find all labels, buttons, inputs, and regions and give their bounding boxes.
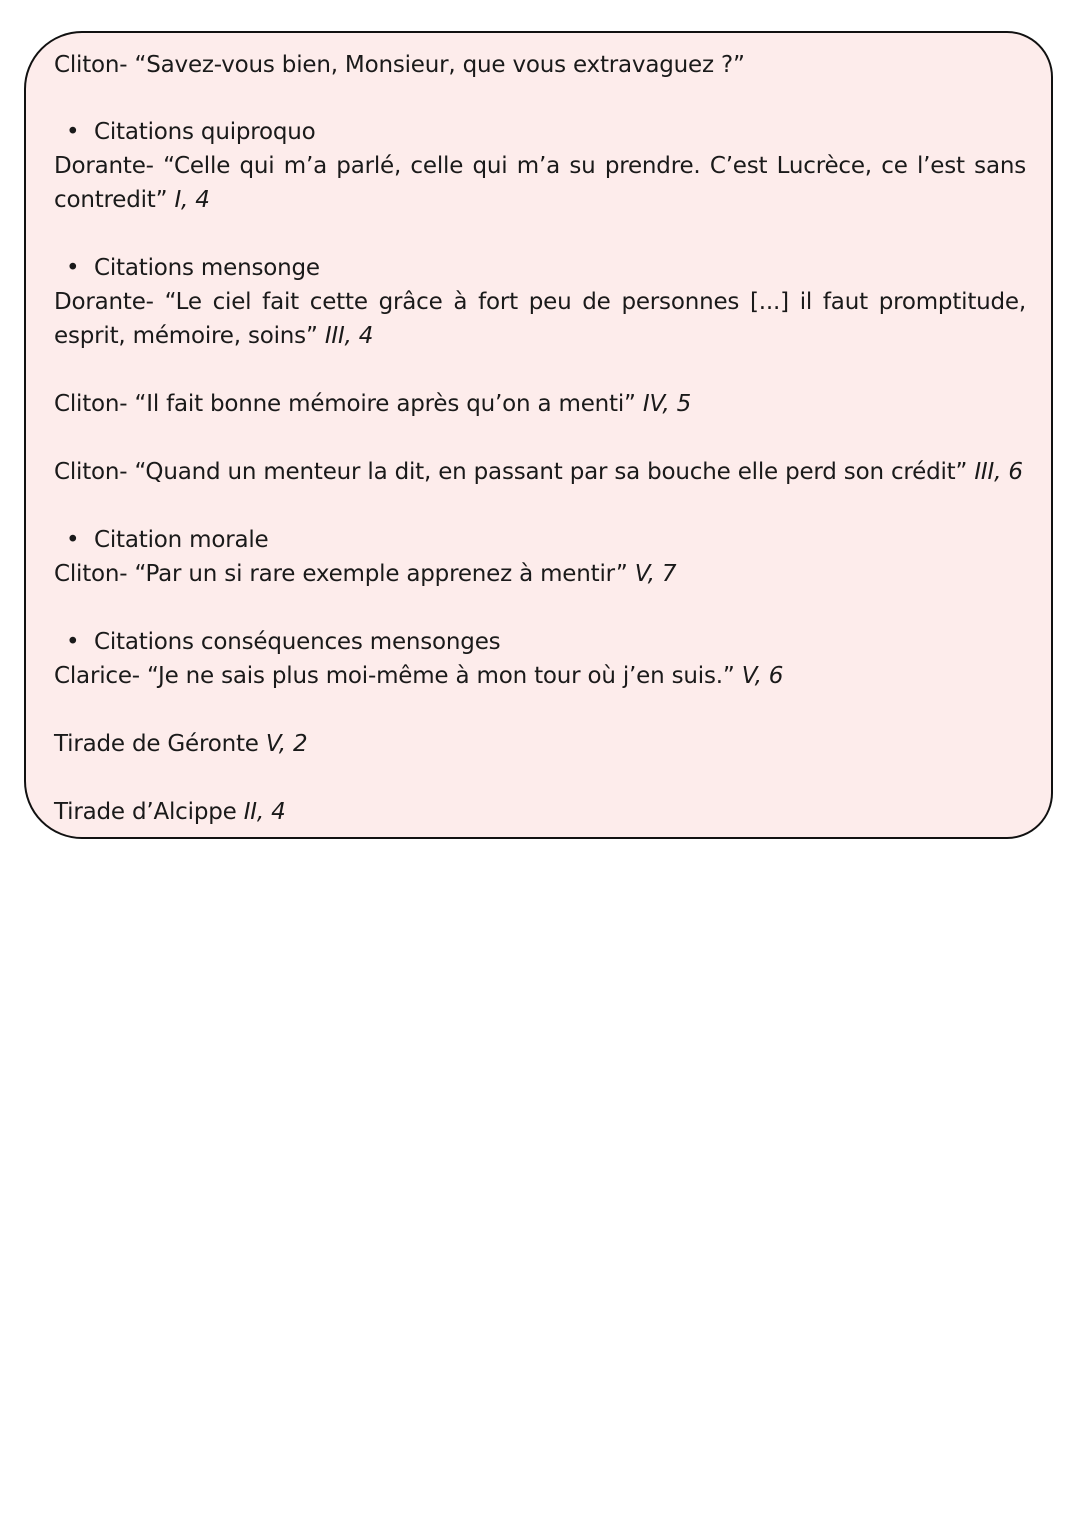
section-title: Citations mensonge	[94, 255, 320, 281]
quote-text: Dorante- “Celle qui m’a parlé, celle qui m’a su prendre. C’est Lucrèce, ce l’est sans	[54, 153, 1026, 179]
bullet-icon: •	[66, 255, 80, 281]
quote-dorante-ciel-line2	[54, 319, 373, 353]
act-scene-ref: V, 2	[265, 731, 308, 757]
section-heading-mensonge	[66, 251, 320, 285]
act-scene-ref: V, 7	[634, 561, 677, 587]
act-scene-ref: III, 6	[974, 459, 1023, 485]
act-scene-ref: IV, 5	[642, 391, 692, 417]
section-title: Citations conséquences mensonges	[94, 629, 501, 655]
quote-text: Tirade de Géronte	[54, 731, 259, 757]
act-scene-ref: I, 4	[174, 187, 210, 213]
act-scene-ref: V, 6	[741, 663, 784, 689]
quote-dorante-lucrece-line2	[54, 183, 210, 217]
quote-text: Clarice- “Je ne sais plus moi-même à mon tour où j’en suis.”	[54, 663, 735, 689]
quote-text: Dorante- “Le ciel fait cette grâce à fort peu de personnes [...] il faut promptitude,	[54, 289, 1026, 315]
quote-cliton-exemple	[54, 557, 676, 591]
section-heading-morale	[66, 523, 269, 557]
quote-text: Cliton- “Savez-vous bien, Monsieur, que vous extravaguez ?”	[54, 52, 745, 78]
quote-text: Cliton- “Il fait bonne mémoire après qu’on a menti”	[54, 391, 636, 417]
act-scene-ref: III, 4	[324, 323, 374, 349]
section-title: Citation morale	[94, 527, 269, 553]
bullet-icon: •	[66, 119, 80, 145]
quote-text: esprit, mémoire, soins”	[54, 323, 318, 349]
quote-dorante-ciel-line1	[54, 285, 1026, 319]
quote-cliton-extravaguez	[54, 48, 745, 82]
section-title: Citations quiproquo	[94, 119, 316, 145]
quote-text: Tirade d’Alcippe	[54, 799, 237, 825]
quote-cliton-memoire	[54, 387, 691, 421]
quote-dorante-lucrece-line1	[54, 149, 1026, 183]
section-heading-consequences	[66, 625, 500, 659]
quote-text: Cliton- “Par un si rare exemple apprenez à mentir”	[54, 561, 628, 587]
section-heading-quiproquo	[66, 115, 316, 149]
act-scene-ref: II, 4	[243, 799, 286, 825]
quote-cliton-credit	[54, 455, 1023, 489]
bullet-icon: •	[66, 527, 80, 553]
quote-clarice-tour	[54, 659, 783, 693]
quote-text: contredit”	[54, 187, 168, 213]
quote-text: Cliton- “Quand un menteur la dit, en passant par sa bouche elle perd son crédit”	[54, 459, 968, 485]
tirade-alcippe	[54, 795, 286, 829]
tirade-geronte	[54, 727, 307, 761]
bullet-icon: •	[66, 629, 80, 655]
